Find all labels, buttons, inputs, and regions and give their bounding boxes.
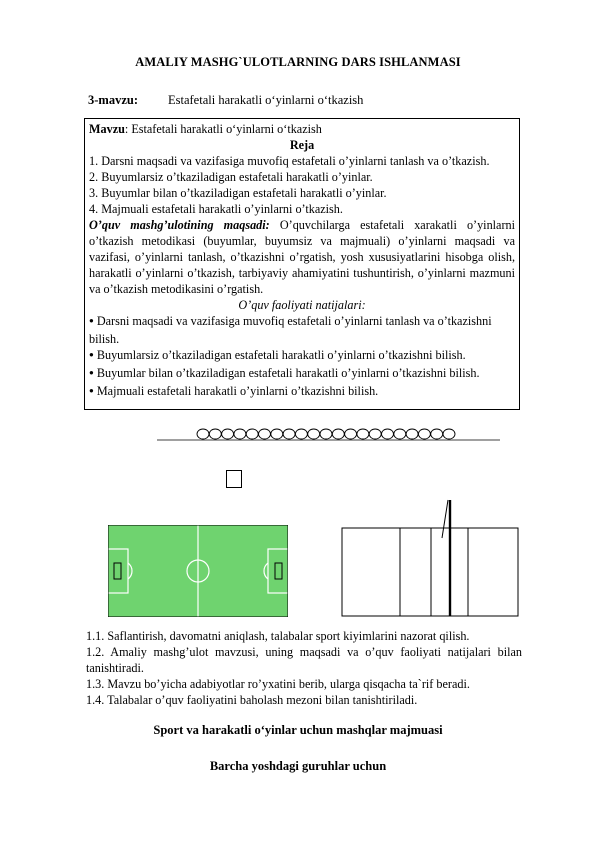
goal-label: O’quv mashg’ulotining maqsadi: bbox=[89, 218, 270, 232]
step-item: 1.1. Saflantirish, davomatni aniqlash, talabalar sport kiyimlarini nazorat qilish. bbox=[86, 629, 470, 643]
topic-value: Estafetali harakatli o‘yinlarni o‘tkazish bbox=[168, 93, 364, 107]
chain-link bbox=[394, 429, 406, 439]
mavzu-label: Mavzu bbox=[89, 122, 125, 136]
result-item: ● Buyumlarsiz o’tkaziladigan estafetali harakatli o’yinlarni o’tkazishni bilish. bbox=[89, 347, 515, 365]
chain-link bbox=[259, 429, 271, 439]
chain-link bbox=[443, 429, 455, 439]
chain-link bbox=[246, 429, 258, 439]
chain-link bbox=[308, 429, 320, 439]
lesson-steps bbox=[86, 628, 522, 708]
page-title: AMALIY MASHG`ULOTLARNING DARS ISHLANMASI bbox=[135, 55, 461, 69]
mavzu-line bbox=[89, 121, 515, 137]
court-lane-lines bbox=[400, 528, 468, 616]
reja-item: 3. Buyumlar bilan o’tkaziladigan estafetali harakatli o’yinlar. bbox=[89, 186, 387, 200]
placeholder-box-icon bbox=[226, 470, 242, 488]
chain-link bbox=[418, 429, 430, 439]
chain-link bbox=[357, 429, 369, 439]
result-item: ● Darsni maqsadi va vazifasiga muvofiq estafetali o’yinlarni tanlash va o’tkazishni bilish. bbox=[89, 313, 515, 347]
chain-link bbox=[431, 429, 443, 439]
result-item: ● Majmuali estafetali harakatli o’yinlarni o’tkazishni bilish. bbox=[89, 383, 515, 401]
step-item: 1.2. Amaliy mashg’ulot mavzusi, uning maqsadi va o’quv faoliyati natijalari bilan tanishtiradi. bbox=[86, 645, 522, 675]
step-item: 1.3. Mavzu bo’yicha adabiyotlar ro’yxatini berib, ularga qisqacha ta`rif beradi. bbox=[86, 677, 470, 691]
chain-link bbox=[209, 429, 221, 439]
chain-link bbox=[369, 429, 381, 439]
topic-row bbox=[88, 93, 363, 108]
chain-illustration bbox=[155, 425, 505, 445]
goal-paragraph bbox=[89, 217, 515, 297]
chain-link bbox=[271, 429, 283, 439]
chain-link bbox=[406, 429, 418, 439]
section-heading: Sport va harakatli o‘yinlar uchun mashqlar majmuasi bbox=[153, 723, 443, 737]
mavzu-value: : Estafetali harakatli o‘yinlarni o‘tkazish bbox=[124, 122, 322, 136]
result-item: ● Buyumlar bilan o’tkaziladigan estafetali harakatli o’yinlarni o’tkazishni bilish. bbox=[89, 365, 515, 383]
chain-link bbox=[332, 429, 344, 439]
chain-link bbox=[295, 429, 307, 439]
chain-link bbox=[222, 429, 234, 439]
chain-link bbox=[283, 429, 295, 439]
reja-heading: Reja bbox=[289, 138, 315, 152]
section-subheading: Barcha yoshdagi guruhlar uchun bbox=[209, 759, 387, 773]
reja-item: 4. Majmuali estafetali harakatli o’yinlarni o’tkazish. bbox=[89, 202, 343, 216]
pole-tip-line bbox=[442, 500, 448, 538]
reja-item: 2. Buyumlarsiz o’tkaziladigan estafetali harakatli o’yinlar. bbox=[89, 170, 373, 184]
chain-link bbox=[382, 429, 394, 439]
lesson-plan-box bbox=[84, 118, 520, 410]
court-lanes-illustration bbox=[340, 498, 522, 620]
results-heading: O’quv faoliyati natijalari: bbox=[238, 298, 366, 312]
chain-link bbox=[345, 429, 357, 439]
topic-label: 3-mavzu: bbox=[88, 93, 138, 107]
goal-text: O’quvchilarga estafetali xarakatli o’yinlarni o’tkazish metodikasi (buyumlar, buyumsiz va majmuali) o’yinlarni maqsadi va vazifasi, o’yinlarni tanlash, o’tkazishni o’rgatish, yosh xususiyatlarini hisobga olish, harakatli o’yinlarni o’tkazish, tarbiyaviy ahamiyatini tushuntirish, o’yinlarni mazmuni va o’tkazish metodikasini o’rgatish. bbox=[89, 218, 515, 296]
step-item: 1.4. Talabalar o’quv faoliyatini baholash mezoni bilan tanishtiriladi. bbox=[86, 693, 418, 707]
chain-link bbox=[320, 429, 332, 439]
reja-item: 1. Darsni maqsadi va vazifasiga muvofiq estafetali o’yinlarni tanlash va o’tkazish. bbox=[89, 154, 490, 168]
chain-links bbox=[197, 429, 455, 439]
chain-link bbox=[197, 429, 209, 439]
football-field-illustration bbox=[108, 525, 288, 617]
chain-link bbox=[234, 429, 246, 439]
court-outline bbox=[342, 528, 518, 616]
